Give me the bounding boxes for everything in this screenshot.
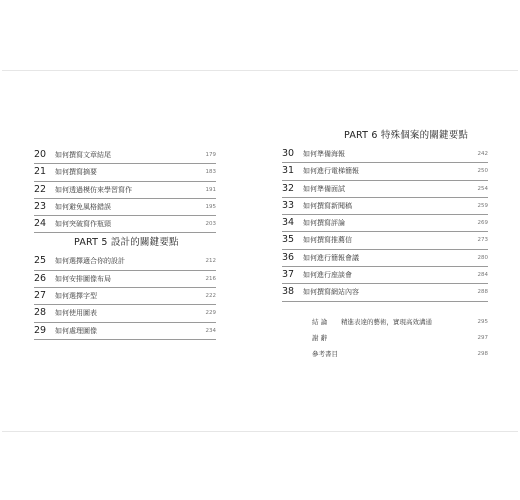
toc-entry[interactable]: [282, 215, 488, 232]
page-number: 297: [477, 335, 488, 341]
page-number: 203: [205, 221, 216, 228]
page-number: 269: [477, 220, 488, 227]
appendix-description: 精進表達的藝術，實現高效溝通: [341, 318, 432, 326]
toc-entry[interactable]: [282, 284, 488, 301]
chapter-title: 如何撰寫新聞稿: [303, 201, 352, 210]
toc-entry[interactable]: [34, 253, 216, 270]
chapter-number: 32: [282, 182, 295, 194]
chapter-title: 如何透過模仿來學習寫作: [55, 185, 132, 194]
chapter-title: 如何使用圖表: [55, 309, 97, 318]
part-5-heading: PART 5 設計的關鍵要點: [74, 237, 179, 249]
toc-left-column: [34, 147, 216, 340]
chapter-title: 如何安排圖像布局: [55, 274, 111, 283]
chapter-title: 如何準備面試: [303, 184, 345, 193]
chapter-title: 如何撰寫推薦信: [303, 236, 352, 245]
page-number: 259: [477, 202, 488, 209]
chapter-title: 如何進行座談會: [303, 271, 352, 280]
chapter-number: 24: [34, 218, 47, 230]
toc-entry[interactable]: [282, 163, 488, 180]
toc-entry[interactable]: [282, 250, 488, 267]
chapter-number: 38: [282, 286, 295, 298]
chapter-number: 22: [34, 183, 47, 195]
page-number: 216: [205, 275, 216, 282]
chapter-title: 如何準備海報: [303, 150, 345, 158]
page-number: 254: [477, 185, 488, 192]
toc-entry[interactable]: [34, 182, 216, 199]
page-number: 288: [477, 289, 488, 296]
chapter-number: 31: [282, 165, 295, 177]
chapter-number: 33: [282, 199, 295, 211]
page-number: 284: [477, 272, 488, 279]
page-number: 195: [205, 203, 216, 210]
toc-entry[interactable]: [34, 164, 216, 181]
chapter-title: 如何撰寫摘要: [55, 168, 97, 177]
chapter-number: 29: [34, 324, 47, 336]
chapter-number: 26: [34, 272, 47, 284]
toc-entry[interactable]: [282, 146, 488, 163]
chapter-number: 34: [282, 217, 295, 229]
chapter-title: 如何選擇適合你的設計: [55, 257, 125, 266]
toc-entry[interactable]: [34, 271, 216, 288]
acknowledgements-entry[interactable]: [312, 330, 488, 346]
toc-entry[interactable]: [282, 198, 488, 215]
chapter-number: 37: [282, 269, 295, 281]
chapter-number: 35: [282, 234, 295, 246]
chapter-number: 30: [282, 148, 295, 159]
page-number: 183: [205, 169, 216, 176]
page-number: 298: [477, 351, 488, 357]
chapter-number: 27: [34, 290, 47, 302]
toc-entry[interactable]: [34, 288, 216, 305]
toc-entry[interactable]: [282, 232, 488, 249]
references-entry[interactable]: [312, 346, 488, 362]
conclusion-entry[interactable]: [312, 314, 488, 330]
chapter-title: 如何處理圖像: [55, 326, 97, 335]
chapter-title: 如何撰寫文章結尾: [55, 151, 111, 159]
page-number: 222: [205, 293, 216, 300]
page-number: 179: [205, 152, 216, 158]
chapter-title: 如何突破寫作瓶頸: [55, 220, 111, 229]
page-number: 295: [477, 319, 488, 325]
toc-entry[interactable]: [34, 216, 216, 233]
toc-entry[interactable]: [282, 181, 488, 198]
chapter-number: 25: [34, 255, 47, 267]
page-number: 191: [205, 186, 216, 193]
chapter-number: 23: [34, 200, 47, 212]
chapter-number: 36: [282, 251, 295, 263]
chapter-title: 如何撰寫評論: [303, 219, 345, 228]
chapter-number: 20: [34, 149, 47, 160]
toc-entry[interactable]: [34, 147, 216, 164]
part-6-heading: PART 6 特殊個案的關鍵要點: [344, 130, 469, 141]
page-number: 242: [477, 151, 488, 157]
appendix-label: 謝 辭: [312, 334, 328, 342]
appendix-label: 結 論: [312, 318, 328, 326]
page-number: 280: [477, 254, 488, 261]
page-number: 234: [205, 327, 216, 334]
chapter-title: 如何撰寫網站內容: [303, 288, 359, 297]
page-number: 212: [205, 258, 216, 265]
toc-entry[interactable]: [282, 267, 488, 284]
toc-appendix: [312, 314, 488, 362]
toc-entry[interactable]: [34, 305, 216, 322]
appendix-label: 參考書目: [312, 350, 338, 358]
page-number: 229: [205, 310, 216, 317]
chapter-title: 如何選擇字型: [55, 292, 97, 301]
page-number: 250: [477, 168, 488, 175]
chapter-number: 28: [34, 307, 47, 319]
toc-entry[interactable]: [34, 199, 216, 216]
page-number: 273: [477, 237, 488, 244]
chapter-title: 如何進行電梯簡報: [303, 167, 359, 176]
toc-entry[interactable]: [34, 323, 216, 340]
chapter-title: 如何避免風格錯誤: [55, 202, 111, 211]
toc-right-column: [282, 126, 488, 302]
chapter-number: 21: [34, 166, 47, 178]
chapter-title: 如何進行簡報會議: [303, 253, 359, 262]
